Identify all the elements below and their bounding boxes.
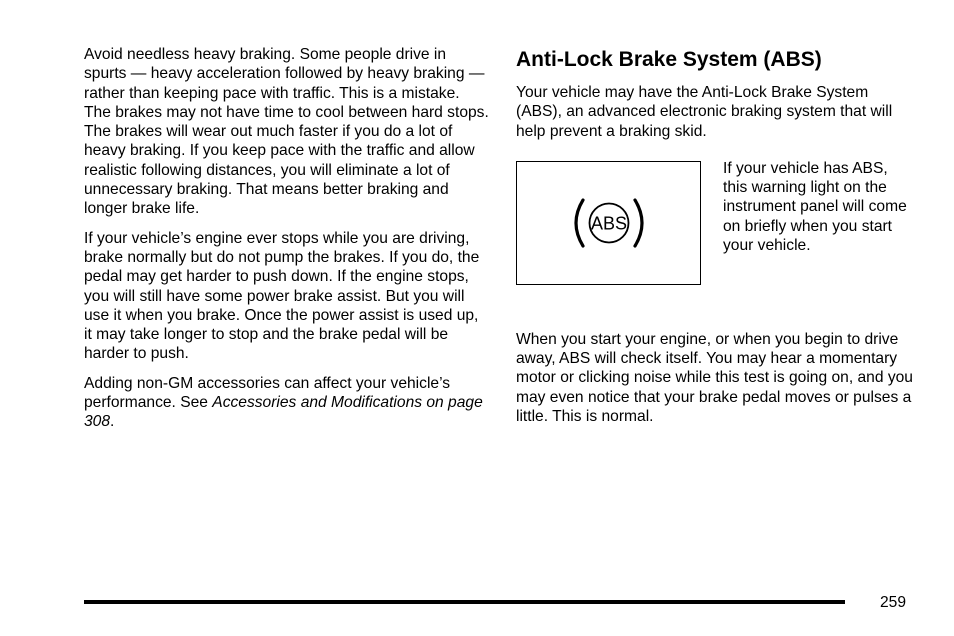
accessories-text: Adding non-GM accessories can affect your vehicle’s performance. See	[84, 374, 451, 412]
accessories-paragraph	[84, 374, 489, 432]
abs-warning-light-icon	[572, 196, 646, 250]
abs-self-check-paragraph: When you start your engine, or when you begin to drive away, ABS will check itself. You may hear a momentary motor or clicking noise while this test is going on, and you may even notice that your brake pedal moves or pulses a little. This is normal.	[516, 330, 913, 426]
abs-intro-paragraph: Your vehicle may have the Anti-Lock Brake System (ABS), an advanced electronic braking system that will help prevent a braking skid.	[516, 84, 893, 140]
section-heading: Anti-Lock Brake System (ABS)	[516, 48, 822, 71]
footer-rule	[84, 600, 845, 604]
abs-warning-light-box	[516, 161, 701, 285]
braking-advice-paragraph: Avoid needless heavy braking. Some people drive in spurts — heavy acceleration followed by heavy braking — rather than keeping pace with traffic. This is a mistake. The brakes may not have time to cool between hard stops. The brakes will wear out much faster if you do a lot of heavy braking. If you keep pace with the traffic and allow realistic following distances, you will eliminate a lot of unnecessary braking. That means better braking and longer brake life.	[84, 46, 489, 218]
left-column	[84, 45, 489, 442]
accessories-text-end: .	[110, 413, 115, 431]
abs-figure-caption: If your vehicle has ABS, this warning light on the instrument panel will come on briefly when you start your vehicle.	[723, 159, 907, 255]
abs-figure	[516, 161, 916, 285]
engine-stop-paragraph: If your vehicle’s engine ever stops while you are driving, brake normally but do not pump the brakes. If you do, the pedal may get harder to push down. If the engine stops, you will still have some power brake assist. But you will use it when you brake. Once the power assist is used up, it may take longer to stop and the brake pedal will be harder to push.	[84, 229, 480, 363]
accessories-page-reference: Accessories and Modifications on page 308	[84, 394, 483, 431]
abs-icon-label: ABS	[590, 213, 627, 234]
right-column	[516, 45, 916, 436]
page-number: 259	[880, 594, 907, 611]
